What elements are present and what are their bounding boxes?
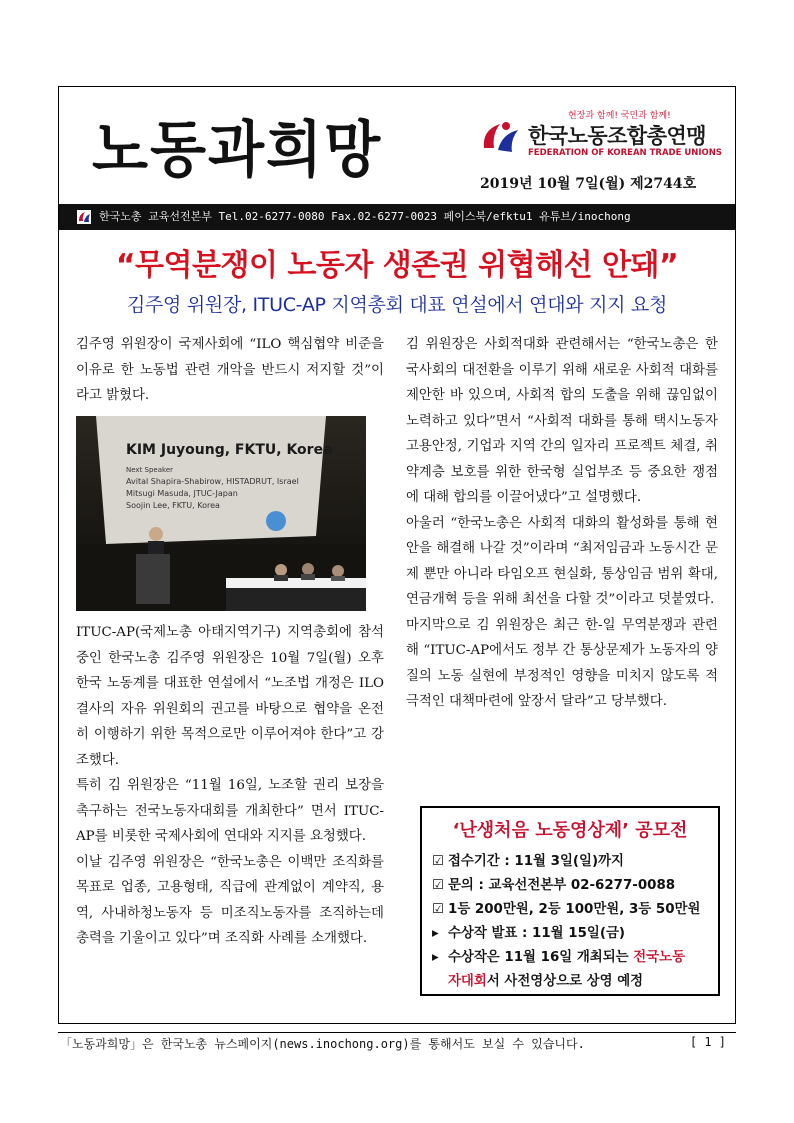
notice-highlight: 전국노동 <box>633 950 686 965</box>
footer-divider <box>58 1032 736 1033</box>
slide-speaker: Avital Shapira-Shabirow, HISTADRUT, Israel <box>126 477 299 486</box>
notice-item-text: 서 사전영상으로 상영 예정 <box>486 974 644 989</box>
paragraph: 특히 김 위원장은 “11월 16일, 노조할 권리 보장을 촉구하는 전국노동자대회를 개최한다” 면서 ITUC-AP를 비롯한 국제사회에 연대와 지지를 요청했다. <box>76 778 384 844</box>
checkbox-icon: ☑ <box>432 854 445 869</box>
logo-english-name: FEDERATION OF KOREAN TRADE UNIONS <box>528 148 723 158</box>
masthead-title: 노동과희망 <box>92 113 383 185</box>
fktu-small-emblem-icon <box>77 210 91 224</box>
arrow-icon: ▸ <box>432 950 439 965</box>
notice-item-text: 문의 : 교육선전본부 02-6277-0088 <box>448 878 676 893</box>
notice-item <box>432 898 700 917</box>
footer-text: 「노동과희망」은 한국노총 뉴스페이지(news.inochong.org)를 통해서도 보실 수 있습니다. <box>60 1037 585 1051</box>
article-left-bottom <box>76 620 384 952</box>
notice-item-text: 수상작 발표 : 11월 15일(금) <box>448 926 625 941</box>
slide-next-speaker: Next Speaker <box>126 466 174 474</box>
slide-speaker: Soojin Lee, FKTU, Korea <box>126 501 220 510</box>
checkbox-icon: ☑ <box>432 902 445 917</box>
arrow-icon: ▸ <box>432 926 439 941</box>
slide-title: KIM Juyoung, FKTU, Korea <box>126 442 333 458</box>
contact-info: 한국노총 교육선전본부 Tel.02-6277-0080 Fax.02-6277-0023 페이스북/efktu1 유튜브/inochong <box>99 210 631 223</box>
subheadline: 김주영 위원장, ITUC-AP 지역총회 대표 연설에서 연대와 지지 요청 <box>126 294 668 316</box>
notice-item-text: 접수기간 : 11월 3일(일)까지 <box>448 854 624 869</box>
checkbox-icon: ☑ <box>432 878 445 893</box>
notice-item-continued <box>448 970 643 989</box>
contact-bar <box>59 204 735 230</box>
contest-notice-box <box>420 806 720 996</box>
notice-item-text: 1등 200만원, 2등 100만원, 3등 50만원 <box>448 902 701 917</box>
conference-photo <box>76 416 366 611</box>
fktu-emblem-icon <box>478 118 522 158</box>
notice-title: ‘난생처음 노동영상제’ 공모전 <box>452 820 688 841</box>
paragraph: 이날 김주영 위원장은 “한국노총은 이백만 조직화를 목표로 업종, 고용형태, 직급에 관계없이 계약직, 용역, 사내하청노동자 등 미조직노동자를 조직하는데 총력을 기울이고 있다”며 조직화 사례를 소개했다. <box>76 854 384 946</box>
page-number: [ 1 ] <box>689 1035 726 1049</box>
notice-highlight: 자대회 <box>448 974 487 989</box>
notice-item <box>432 850 624 869</box>
footer <box>60 1035 732 1052</box>
logo-slogan: 현장과 함께! 국민과 함께! <box>568 111 671 121</box>
paragraph: 아울러 “한국노총은 사회적 대화의 활성화를 통해 현안을 해결해 나갈 것”이라며 “최저임금과 노동시간 문제 뿐만 아니라 타임오프 현실화, 통상임금 범위 확대, 연금개혁 등을 위해 최선을 다할 것”이라고 덧붙였다. <box>406 515 718 607</box>
notice-item <box>432 946 685 965</box>
article-left-top <box>76 332 384 409</box>
issue-date: 2019년 10월 7일(월) 제2744호 <box>480 176 697 192</box>
paragraph: ITUC-AP(국제노총 아태지역기구) 지역총회에 참석 중인 한국노총 김주영 위원장은 10월 7일(월) 오후 한국 노동계를 대표한 연설에서 “노조법 개정은 ILO 결사의 자유 위원회의 권고를 바탕으로 협약을 온전히 이행하기 위한 목적으로만 이루어져야 한다”고 강조했다. <box>76 625 384 768</box>
headline: “무역분쟁이 노동자 생존권 위협해선 안돼” <box>115 248 679 283</box>
slide-speaker: Mitsugi Masuda, JTUC-Japan <box>126 489 238 498</box>
notice-item <box>432 874 675 893</box>
fktu-logo <box>478 108 728 168</box>
paragraph: 마지막으로 김 위원장은 최근 한-일 무역분쟁과 관련해 “ITUC-AP에서도 정부 간 통상문제가 노동자의 양질의 노동 실현에 부정적인 영향을 미치지 않도록 적극적인 대책마련에 앞장서 달라”고 당부했다. <box>406 617 718 709</box>
logo-name: 한국노동조합총연맹 <box>528 124 707 148</box>
article-right <box>406 332 718 715</box>
notice-item <box>432 922 625 941</box>
paragraph: 김주영 위원장이 국제사회에 “ILO 핵심협약 비준을 이유로 한 노동법 관련 개악을 반드시 저지할 것”이라고 밝혔다. <box>76 337 384 403</box>
paragraph: 김 위원장은 사회적대화 관련해서는 “한국노총은 한국사회의 대전환을 이루기 위해 새로운 사회적 대화를 제안한 바 있으며, 사회적 합의 도출을 위해 끊임없이 노력하고 있다”면서 “사회적 대화를 통해 택시노동자 고용안정, 기업과 지역 간의 일자리 프로젝트 체결, 취약계층 보호를 위한 한국형 실업부조 등 중요한 쟁점에 대해 합의를 이끌어냈다”고 설명했다. <box>406 337 718 505</box>
notice-item-text: 수상작은 11월 16일 개최되는 <box>448 950 634 965</box>
